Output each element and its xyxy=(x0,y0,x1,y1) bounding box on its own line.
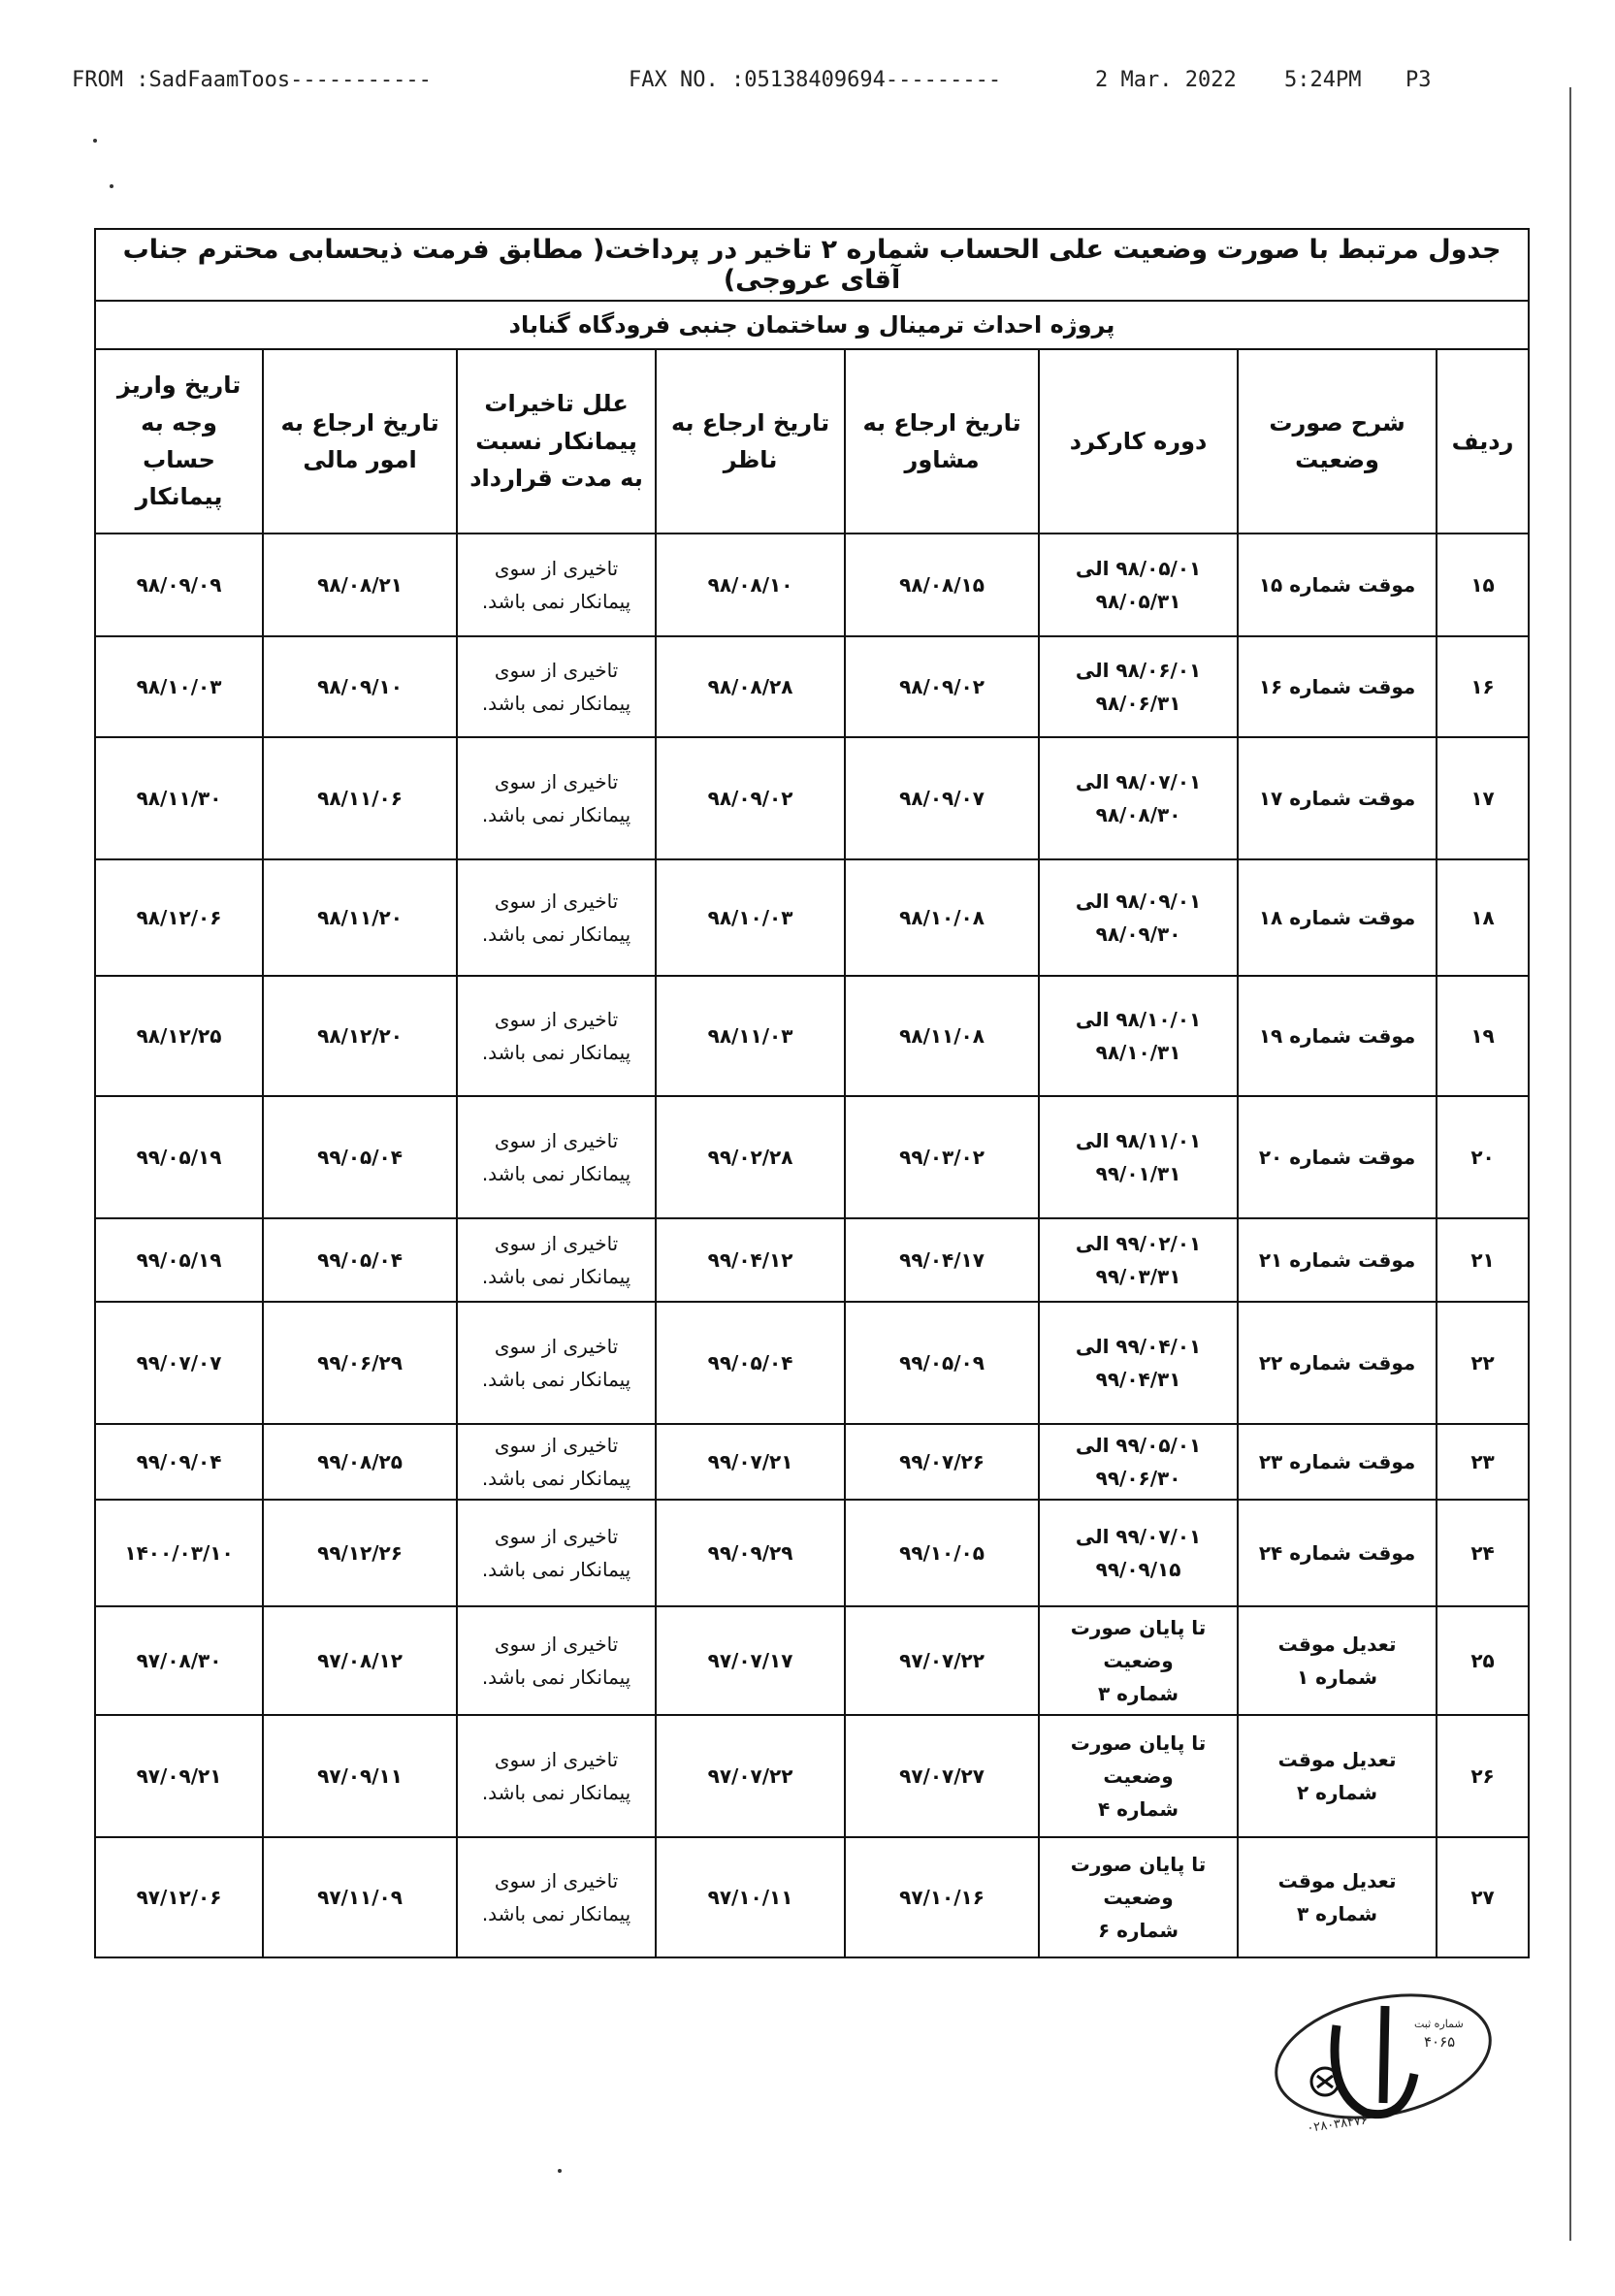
cell-payment-date xyxy=(95,1302,263,1424)
period-line-1: ۹۸/۱۱/۰۱ الی ۹۹/۰۱/۳۱ xyxy=(1075,1129,1202,1185)
cell-row-no xyxy=(1437,1715,1529,1837)
consultant-date-text: ۹۹/۰۳/۰۲ xyxy=(899,1146,985,1169)
finance-date-text: ۹۹/۰۵/۰۴ xyxy=(317,1146,403,1169)
cell-row-no xyxy=(1437,737,1529,859)
finance-date-text: ۹۷/۱۱/۰۹ xyxy=(317,1886,403,1909)
cell-row-no xyxy=(1437,1096,1529,1218)
reason-line-1: تاخیری از سوی xyxy=(494,659,619,682)
table-row xyxy=(95,1606,1529,1715)
table-row xyxy=(95,1424,1529,1500)
cell-description xyxy=(1238,1424,1437,1500)
cell-row-no xyxy=(1437,859,1529,976)
description-text: موقت شماره ۲۳ xyxy=(1258,1450,1416,1473)
table-row xyxy=(95,859,1529,976)
cell-delay-reason xyxy=(457,1218,656,1302)
cell-consultant-date xyxy=(845,1302,1039,1424)
supervisor-date-text: ۹۹/۰۷/۲۱ xyxy=(707,1450,793,1473)
cell-payment-date xyxy=(95,636,263,737)
cell-supervisor-date xyxy=(656,1302,845,1424)
cell-finance-date xyxy=(263,1715,457,1837)
cell-payment-date xyxy=(95,737,263,859)
seal-text-number: ۴۰۶۵ xyxy=(1424,2033,1456,2051)
fax-page: P3 xyxy=(1405,68,1432,92)
table-row xyxy=(95,976,1529,1096)
payment-date-text: ۹۹/۰۹/۰۴ xyxy=(136,1450,222,1473)
payment-date-text: ۹۸/۱۱/۳۰ xyxy=(136,787,222,810)
reason-line-1: تاخیری از سوی xyxy=(494,1869,619,1892)
cell-description xyxy=(1238,1218,1437,1302)
seal-text-phone: ۰۲۸۰۳۸۴۷۶ xyxy=(1306,2113,1369,2136)
scan-speck xyxy=(110,184,113,188)
seal-graphic xyxy=(1269,1987,1502,2142)
cell-supervisor-date xyxy=(656,1837,845,1957)
cell-period xyxy=(1039,1302,1238,1424)
cell-delay-reason xyxy=(457,1424,656,1500)
cell-consultant-date xyxy=(845,1218,1039,1302)
cell-period xyxy=(1039,976,1238,1096)
table-row xyxy=(95,1096,1529,1218)
header-delay-reason: علل تاخیرات پیمانکار نسبت به مدت قرارداد xyxy=(457,349,656,534)
period-line-2: شماره ۴ xyxy=(1098,1797,1179,1821)
finance-date-text: ۹۹/۰۵/۰۴ xyxy=(317,1248,403,1272)
cell-description xyxy=(1238,1837,1437,1957)
payment-delay-table xyxy=(94,228,1530,1958)
fax-number: FAX NO. :05138409694--------- xyxy=(629,68,1002,92)
description-text: موقت شماره ۱۷ xyxy=(1258,787,1416,810)
cell-payment-date xyxy=(95,1424,263,1500)
cell-period xyxy=(1039,1096,1238,1218)
reason-line-1: تاخیری از سوی xyxy=(494,1633,619,1656)
seal-text-registration: شماره ثبت xyxy=(1414,2018,1464,2030)
cell-row-no xyxy=(1437,976,1529,1096)
period-line-1: ۹۹/۰۲/۰۱ الی xyxy=(1075,1232,1202,1255)
finance-date-text: ۹۹/۰۶/۲۹ xyxy=(317,1351,403,1374)
reason-line-2: پیمانکار نمی باشد. xyxy=(481,922,631,946)
description-text: موقت شماره ۲۴ xyxy=(1258,1541,1416,1565)
cell-description xyxy=(1238,636,1437,737)
cell-payment-date xyxy=(95,534,263,636)
cell-delay-reason xyxy=(457,1096,656,1218)
row-no-text: ۱۷ xyxy=(1470,787,1495,810)
finance-date-text: ۹۸/۰۹/۱۰ xyxy=(317,675,403,698)
reason-line-1: تاخیری از سوی xyxy=(494,1525,619,1548)
period-line-2: شماره ۳ xyxy=(1098,1682,1179,1705)
cell-row-no xyxy=(1437,636,1529,737)
cell-supervisor-date xyxy=(656,1715,845,1837)
row-no-text: ۲۵ xyxy=(1470,1649,1495,1672)
cell-finance-date xyxy=(263,859,457,976)
header-row-no: ردیف xyxy=(1437,349,1529,534)
fax-time: 5:24PM xyxy=(1284,68,1362,92)
description-text: موقت شماره ۲۱ xyxy=(1258,1248,1416,1272)
cell-delay-reason xyxy=(457,976,656,1096)
supervisor-date-text: ۹۸/۰۸/۲۸ xyxy=(707,675,793,698)
cell-row-no xyxy=(1437,534,1529,636)
cell-description xyxy=(1238,534,1437,636)
cell-row-no xyxy=(1437,1218,1529,1302)
row-no-text: ۲۶ xyxy=(1470,1764,1495,1788)
cell-finance-date xyxy=(263,1218,457,1302)
cell-consultant-date xyxy=(845,1715,1039,1837)
consultant-date-text: ۹۸/۰۹/۰۷ xyxy=(899,787,985,810)
cell-payment-date xyxy=(95,976,263,1096)
period-line-2: ۹۸/۰۶/۳۱ xyxy=(1095,692,1181,715)
consultant-date-text: ۹۷/۰۷/۲۲ xyxy=(899,1649,985,1672)
cell-delay-reason xyxy=(457,859,656,976)
cell-row-no xyxy=(1437,1424,1529,1500)
table-row xyxy=(95,1715,1529,1837)
reason-line-2: پیمانکار نمی باشد. xyxy=(481,1902,631,1925)
cell-supervisor-date xyxy=(656,1218,845,1302)
header-consultant-date: تاریخ ارجاع به مشاور xyxy=(845,349,1039,534)
cell-payment-date xyxy=(95,1715,263,1837)
cell-period xyxy=(1039,737,1238,859)
cell-period xyxy=(1039,859,1238,976)
reason-line-1: تاخیری از سوی xyxy=(494,1335,619,1358)
cell-payment-date xyxy=(95,1606,263,1715)
cell-payment-date xyxy=(95,1096,263,1218)
supervisor-date-text: ۹۹/۰۲/۲۸ xyxy=(707,1146,793,1169)
period-line-2: شماره ۶ xyxy=(1098,1919,1179,1942)
period-line-2: ۹۸/۰۵/۳۱ xyxy=(1095,590,1181,613)
cell-finance-date xyxy=(263,1606,457,1715)
reason-line-1: تاخیری از سوی xyxy=(494,770,619,793)
period-line-1: ۹۹/۰۵/۰۱ الی xyxy=(1075,1434,1202,1457)
cell-supervisor-date xyxy=(656,1096,845,1218)
period-line-1: ۹۸/۰۹/۰۱ الی xyxy=(1075,889,1202,913)
cell-row-no xyxy=(1437,1837,1529,1957)
reason-line-2: پیمانکار نمی باشد. xyxy=(481,1781,631,1804)
cell-delay-reason xyxy=(457,737,656,859)
payment-date-text: ۹۸/۱۲/۲۵ xyxy=(136,1024,222,1048)
cell-consultant-date xyxy=(845,976,1039,1096)
payment-date-text: ۹۹/۰۵/۱۹ xyxy=(136,1146,222,1169)
payment-date-text: ۹۸/۱۰/۰۳ xyxy=(136,675,222,698)
cell-supervisor-date xyxy=(656,636,845,737)
row-no-text: ۲۷ xyxy=(1470,1886,1495,1909)
cell-period xyxy=(1039,1606,1238,1715)
consultant-date-text: ۹۸/۰۹/۰۲ xyxy=(899,675,985,698)
reason-line-2: پیمانکار نمی باشد. xyxy=(481,590,631,613)
cell-period xyxy=(1039,1715,1238,1837)
payment-date-text: ۹۷/۱۲/۰۶ xyxy=(136,1886,222,1909)
cell-payment-date xyxy=(95,1837,263,1957)
scan-speck xyxy=(93,139,97,143)
cell-delay-reason xyxy=(457,1302,656,1424)
cell-consultant-date xyxy=(845,859,1039,976)
supervisor-date-text: ۹۸/۱۱/۰۳ xyxy=(707,1024,793,1048)
period-line-1: ۹۸/۱۰/۰۱ الی ۹۸/۱۰/۳۱ xyxy=(1075,1008,1202,1064)
row-no-text: ۱۹ xyxy=(1470,1024,1495,1048)
cell-period xyxy=(1039,636,1238,737)
cell-finance-date xyxy=(263,1302,457,1424)
row-no-text: ۲۲ xyxy=(1470,1351,1495,1374)
header-period: دوره کارکرد xyxy=(1039,349,1238,534)
cell-supervisor-date xyxy=(656,859,845,976)
cell-supervisor-date xyxy=(656,534,845,636)
cell-delay-reason xyxy=(457,1606,656,1715)
finance-date-text: ۹۸/۱۱/۲۰ xyxy=(317,906,403,929)
supervisor-date-text: ۹۷/۱۰/۱۱ xyxy=(707,1886,793,1909)
finance-date-text: ۹۸/۰۸/۲۱ xyxy=(317,573,403,597)
scan-speck xyxy=(558,2169,562,2173)
period-line-2: ۹۹/۰۹/۱۵ xyxy=(1095,1558,1181,1581)
period-line-1: ۹۹/۰۴/۰۱ الی xyxy=(1075,1335,1202,1358)
period-line-2: ۹۹/۰۶/۳۰ xyxy=(1095,1467,1181,1490)
consultant-date-text: ۹۹/۰۴/۱۷ xyxy=(899,1248,985,1272)
description-text: تعدیل موقت شماره ۳ xyxy=(1277,1869,1397,1925)
consultant-date-text: ۹۸/۰۸/۱۵ xyxy=(899,573,985,597)
cell-description xyxy=(1238,1500,1437,1606)
description-text: موقت شماره ۱۶ xyxy=(1258,675,1416,698)
cell-row-no xyxy=(1437,1500,1529,1606)
payment-date-text: ۱۴۰۰/۰۳/۱۰ xyxy=(124,1541,234,1565)
reason-line-2: پیمانکار نمی باشد. xyxy=(481,692,631,715)
cell-consultant-date xyxy=(845,737,1039,859)
cell-finance-date xyxy=(263,976,457,1096)
finance-date-text: ۹۹/۰۸/۲۵ xyxy=(317,1450,403,1473)
supervisor-date-text: ۹۹/۰۵/۰۴ xyxy=(707,1351,793,1374)
cell-finance-date xyxy=(263,636,457,737)
payment-date-text: ۹۸/۰۹/۰۹ xyxy=(136,573,222,597)
reason-line-2: پیمانکار نمی باشد. xyxy=(481,1162,631,1185)
reason-line-1: تاخیری از سوی xyxy=(494,1748,619,1771)
cell-consultant-date xyxy=(845,1424,1039,1500)
reason-line-1: تاخیری از سوی xyxy=(494,557,619,580)
finance-date-text: ۹۸/۱۲/۲۰ xyxy=(317,1024,403,1048)
reason-line-1: تاخیری از سوی xyxy=(494,889,619,913)
cell-supervisor-date xyxy=(656,737,845,859)
cell-description xyxy=(1238,1715,1437,1837)
period-line-2: ۹۹/۰۴/۳۱ xyxy=(1095,1368,1181,1391)
supervisor-date-text: ۹۹/۰۴/۱۲ xyxy=(707,1248,793,1272)
cell-period xyxy=(1039,1218,1238,1302)
cell-consultant-date xyxy=(845,1500,1039,1606)
reason-line-2: پیمانکار نمی باشد. xyxy=(481,1467,631,1490)
cell-finance-date xyxy=(263,1096,457,1218)
row-no-text: ۱۶ xyxy=(1470,675,1495,698)
header-finance-date: تاریخ ارجاع به امور مالی xyxy=(263,349,457,534)
description-text: موقت شماره ۲۲ xyxy=(1258,1351,1416,1374)
cell-description xyxy=(1238,1096,1437,1218)
cell-supervisor-date xyxy=(656,976,845,1096)
period-line-1: ۹۸/۰۵/۰۱ الی xyxy=(1075,557,1202,580)
supervisor-date-text: ۹۸/۰۹/۰۲ xyxy=(707,787,793,810)
cell-description xyxy=(1238,1606,1437,1715)
period-line-1: تا پایان صورت وضعیت xyxy=(1070,1853,1207,1909)
cell-finance-date xyxy=(263,534,457,636)
table-row xyxy=(95,1218,1529,1302)
cell-supervisor-date xyxy=(656,1500,845,1606)
period-line-1: تا پایان صورت وضعیت xyxy=(1070,1616,1207,1672)
row-no-text: ۱۵ xyxy=(1470,573,1495,597)
cell-payment-date xyxy=(95,1218,263,1302)
consultant-date-text: ۹۷/۰۷/۲۷ xyxy=(899,1764,985,1788)
cell-delay-reason xyxy=(457,1837,656,1957)
cell-consultant-date xyxy=(845,534,1039,636)
reason-line-1: تاخیری از سوی xyxy=(494,1129,619,1152)
period-line-1: تا پایان صورت وضعیت xyxy=(1070,1731,1207,1788)
cell-period xyxy=(1039,1500,1238,1606)
supervisor-date-text: ۹۹/۰۹/۲۹ xyxy=(707,1541,793,1565)
cell-row-no xyxy=(1437,1606,1529,1715)
period-line-2: ۹۹/۰۳/۳۱ xyxy=(1095,1265,1181,1288)
reason-line-2: پیمانکار نمی باشد. xyxy=(481,1368,631,1391)
header-supervisor-date: تاریخ ارجاع به ناظر xyxy=(656,349,845,534)
payment-date-text: ۹۸/۱۲/۰۶ xyxy=(136,906,222,929)
consultant-date-text: ۹۸/۱۰/۰۸ xyxy=(899,906,985,929)
period-line-2: ۹۸/۰۸/۳۰ xyxy=(1095,803,1181,826)
cell-consultant-date xyxy=(845,1096,1039,1218)
consultant-date-text: ۹۹/۱۰/۰۵ xyxy=(899,1541,985,1565)
consultant-date-text: ۹۹/۰۷/۲۶ xyxy=(899,1450,985,1473)
description-text: تعدیل موقت شماره ۲ xyxy=(1277,1748,1397,1804)
description-text: تعدیل موقت شماره ۱ xyxy=(1277,1633,1397,1689)
table-row xyxy=(95,636,1529,737)
table-row xyxy=(95,534,1529,636)
row-no-text: ۲۴ xyxy=(1470,1541,1495,1565)
finance-date-text: ۹۷/۰۸/۱۲ xyxy=(317,1649,403,1672)
finance-date-text: ۹۸/۱۱/۰۶ xyxy=(317,787,403,810)
supervisor-date-text: ۹۷/۰۷/۱۷ xyxy=(707,1649,793,1672)
reason-line-2: پیمانکار نمی باشد. xyxy=(481,1041,631,1064)
table-row xyxy=(95,1500,1529,1606)
reason-line-2: پیمانکار نمی باشد. xyxy=(481,1265,631,1288)
supervisor-date-text: ۹۷/۰۷/۲۲ xyxy=(707,1764,793,1788)
cell-description xyxy=(1238,859,1437,976)
payment-date-text: ۹۹/۰۷/۰۷ xyxy=(136,1351,222,1374)
cell-delay-reason xyxy=(457,1500,656,1606)
row-no-text: ۲۳ xyxy=(1470,1450,1495,1473)
cell-delay-reason xyxy=(457,636,656,737)
cell-consultant-date xyxy=(845,636,1039,737)
company-seal xyxy=(1269,1987,1502,2142)
consultant-date-text: ۹۸/۱۱/۰۸ xyxy=(899,1024,985,1048)
reason-line-1: تاخیری از سوی xyxy=(494,1008,619,1031)
cell-period xyxy=(1039,1424,1238,1500)
cell-finance-date xyxy=(263,737,457,859)
period-line-1: ۹۸/۰۶/۰۱ الی xyxy=(1075,659,1202,682)
cell-row-no xyxy=(1437,1302,1529,1424)
description-text: موقت شماره ۲۰ xyxy=(1258,1146,1416,1169)
reason-line-1: تاخیری از سوی xyxy=(494,1434,619,1457)
table-title: جدول مرتبط با صورت وضعیت علی الحساب شماره ۲ تاخیر در پرداخت( مطابق فرمت ذیحسابی محترم جناب آقای عروجی) xyxy=(95,229,1529,301)
fax-from: FROM :SadFaamToos----------- xyxy=(72,68,432,92)
row-no-text: ۱۸ xyxy=(1470,906,1495,929)
cell-finance-date xyxy=(263,1837,457,1957)
table-row xyxy=(95,737,1529,859)
supervisor-date-text: ۹۸/۰۸/۱۰ xyxy=(707,573,793,597)
reason-line-2: پیمانکار نمی باشد. xyxy=(481,1558,631,1581)
cell-payment-date xyxy=(95,1500,263,1606)
period-line-1: ۹۹/۰۷/۰۱ الی xyxy=(1075,1525,1202,1548)
cell-finance-date xyxy=(263,1424,457,1500)
period-line-1: ۹۸/۰۷/۰۱ الی xyxy=(1075,770,1202,793)
cell-description xyxy=(1238,1302,1437,1424)
description-text: موقت شماره ۱۹ xyxy=(1258,1024,1416,1048)
consultant-date-text: ۹۷/۱۰/۱۶ xyxy=(899,1886,985,1909)
header-payment-date: تاریخ واریز وجه به حساب پیمانکار xyxy=(95,349,263,534)
cell-consultant-date xyxy=(845,1606,1039,1715)
table-row xyxy=(95,1837,1529,1957)
row-no-text: ۲۱ xyxy=(1470,1248,1495,1272)
payment-date-text: ۹۷/۰۸/۳۰ xyxy=(136,1649,222,1672)
fax-header xyxy=(72,68,1449,107)
cell-consultant-date xyxy=(845,1837,1039,1957)
description-text: موقت شماره ۱۵ xyxy=(1258,573,1416,597)
cell-description xyxy=(1238,737,1437,859)
finance-date-text: ۹۹/۱۲/۲۶ xyxy=(317,1541,403,1565)
consultant-date-text: ۹۹/۰۵/۰۹ xyxy=(899,1351,985,1374)
header-description: شرح صورت وضعیت xyxy=(1238,349,1437,534)
reason-line-2: پیمانکار نمی باشد. xyxy=(481,1665,631,1689)
finance-date-text: ۹۷/۰۹/۱۱ xyxy=(317,1764,403,1788)
supervisor-date-text: ۹۸/۱۰/۰۳ xyxy=(707,906,793,929)
cell-delay-reason xyxy=(457,1715,656,1837)
table-row xyxy=(95,1302,1529,1424)
description-text: موقت شماره ۱۸ xyxy=(1258,906,1416,929)
reason-line-1: تاخیری از سوی xyxy=(494,1232,619,1255)
scan-edge-line xyxy=(1569,87,1571,2241)
cell-period xyxy=(1039,1837,1238,1957)
cell-period xyxy=(1039,534,1238,636)
cell-delay-reason xyxy=(457,534,656,636)
period-line-2: ۹۸/۰۹/۳۰ xyxy=(1095,922,1181,946)
cell-supervisor-date xyxy=(656,1606,845,1715)
cell-description xyxy=(1238,976,1437,1096)
fax-date: 2 Mar. 2022 xyxy=(1095,68,1237,92)
cell-payment-date xyxy=(95,859,263,976)
payment-date-text: ۹۹/۰۵/۱۹ xyxy=(136,1248,222,1272)
cell-supervisor-date xyxy=(656,1424,845,1500)
table-body xyxy=(95,534,1529,1957)
reason-line-2: پیمانکار نمی باشد. xyxy=(481,803,631,826)
row-no-text: ۲۰ xyxy=(1470,1146,1495,1169)
payment-date-text: ۹۷/۰۹/۲۱ xyxy=(136,1764,222,1788)
project-name: پروژه احداث ترمینال و ساختمان جنبی فرودگاه گناباد xyxy=(95,301,1529,349)
cell-finance-date xyxy=(263,1500,457,1606)
